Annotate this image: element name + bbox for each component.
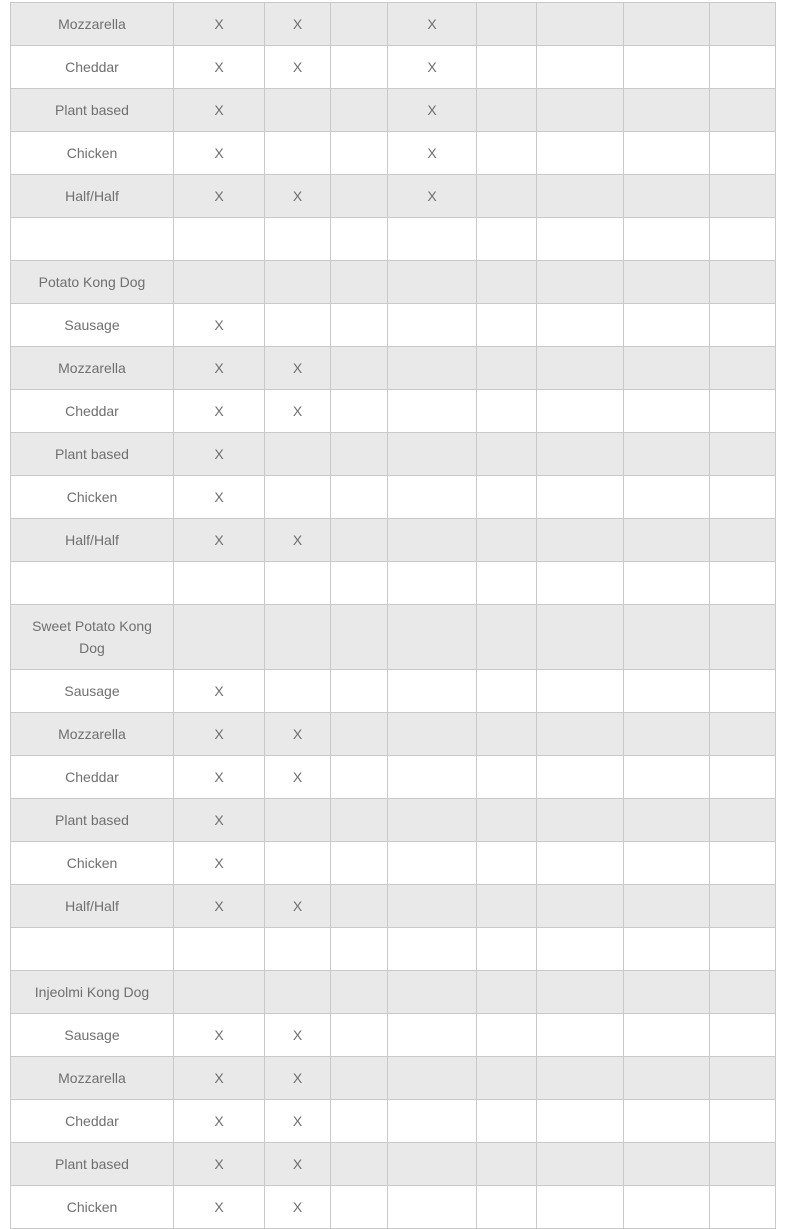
table-cell [265, 670, 331, 713]
table-cell: X [174, 46, 265, 89]
table-row [11, 218, 776, 261]
table-row [11, 605, 776, 670]
table-row [11, 1143, 776, 1186]
table-cell [710, 713, 776, 756]
table-cell [537, 885, 624, 928]
table-cell [477, 390, 537, 433]
table-cell [624, 476, 710, 519]
table-cell [477, 519, 537, 562]
table-row [11, 562, 776, 605]
table-cell [174, 562, 265, 605]
table-cell [624, 519, 710, 562]
table-cell: X [265, 1186, 331, 1229]
table-cell [537, 304, 624, 347]
table-cell [477, 433, 537, 476]
table-cell [388, 1143, 477, 1186]
table-cell [265, 562, 331, 605]
table-cell [477, 3, 537, 46]
row-label-cell: Half/Half [11, 885, 174, 928]
table-cell [388, 347, 477, 390]
table-row [11, 1014, 776, 1057]
table-cell [388, 885, 477, 928]
row-label-cell: Cheddar [11, 756, 174, 799]
table-cell: X [174, 132, 265, 175]
table-cell: X [174, 519, 265, 562]
row-label-cell: Mozzarella [11, 3, 174, 46]
table-row [11, 670, 776, 713]
table-cell: X [174, 670, 265, 713]
table-cell [624, 261, 710, 304]
table-row [11, 304, 776, 347]
table-cell [624, 885, 710, 928]
row-label-cell: Cheddar [11, 46, 174, 89]
row-label-cell: Sausage [11, 1014, 174, 1057]
table-cell [477, 562, 537, 605]
table-cell: X [265, 519, 331, 562]
table-cell [388, 713, 477, 756]
table-cell [710, 519, 776, 562]
row-label-cell: Sausage [11, 304, 174, 347]
table-cell [388, 1057, 477, 1100]
row-label-cell: Sausage [11, 670, 174, 713]
table-cell: X [174, 1186, 265, 1229]
table-cell [331, 1186, 388, 1229]
row-label-cell: Mozzarella [11, 713, 174, 756]
table-cell [624, 670, 710, 713]
table-cell [710, 1100, 776, 1143]
table-cell [537, 842, 624, 885]
table-cell [477, 46, 537, 89]
table-row [11, 842, 776, 885]
table-row [11, 3, 776, 46]
table-cell [624, 46, 710, 89]
row-label-cell: Potato Kong Dog [11, 261, 174, 304]
table-cell [331, 390, 388, 433]
table-cell [265, 89, 331, 132]
table-cell: X [388, 3, 477, 46]
table-cell: X [265, 347, 331, 390]
table-cell [624, 1057, 710, 1100]
table-cell [624, 1186, 710, 1229]
row-label-cell: Mozzarella [11, 347, 174, 390]
table-cell [331, 1100, 388, 1143]
table-cell [624, 799, 710, 842]
table-cell [477, 132, 537, 175]
table-cell [624, 89, 710, 132]
table-cell [624, 433, 710, 476]
table-cell [537, 605, 624, 670]
table-cell: X [265, 1143, 331, 1186]
row-label-cell: Chicken [11, 132, 174, 175]
row-label-cell: Cheddar [11, 390, 174, 433]
table-cell [537, 1100, 624, 1143]
table-cell [710, 3, 776, 46]
table-cell: X [174, 842, 265, 885]
table-cell [624, 562, 710, 605]
table-cell [477, 713, 537, 756]
table-cell [331, 799, 388, 842]
table-cell [477, 261, 537, 304]
table-cell [331, 971, 388, 1014]
table-cell [710, 1143, 776, 1186]
table-cell [477, 218, 537, 261]
table-cell [265, 842, 331, 885]
table-cell [710, 46, 776, 89]
table-cell [265, 928, 331, 971]
table-cell [537, 670, 624, 713]
table-cell [537, 519, 624, 562]
table-cell [710, 1186, 776, 1229]
table-cell: X [388, 175, 477, 218]
table-row [11, 347, 776, 390]
table-cell: X [174, 799, 265, 842]
table-cell [624, 347, 710, 390]
table-cell [710, 347, 776, 390]
table-cell [710, 670, 776, 713]
table-cell [331, 433, 388, 476]
table-cell [388, 756, 477, 799]
table-cell [537, 1143, 624, 1186]
table-row [11, 971, 776, 1014]
table-cell: X [265, 175, 331, 218]
table-cell [265, 433, 331, 476]
row-label-cell: Plant based [11, 799, 174, 842]
table-cell: X [174, 304, 265, 347]
table-cell [477, 1186, 537, 1229]
table-row [11, 519, 776, 562]
table-cell [624, 304, 710, 347]
row-label-cell: Chicken [11, 1186, 174, 1229]
table-cell [624, 971, 710, 1014]
table-row [11, 46, 776, 89]
table-cell [174, 971, 265, 1014]
table-cell [331, 304, 388, 347]
table-cell [537, 756, 624, 799]
table-cell [331, 713, 388, 756]
table-cell: X [265, 713, 331, 756]
table-cell: X [265, 1057, 331, 1100]
table-row [11, 885, 776, 928]
table-cell [710, 261, 776, 304]
table-cell: X [174, 390, 265, 433]
table-cell [537, 433, 624, 476]
table-row [11, 1186, 776, 1229]
table-cell [331, 605, 388, 670]
table-cell: X [174, 347, 265, 390]
table-cell [331, 519, 388, 562]
table-cell: X [265, 885, 331, 928]
table-cell [624, 605, 710, 670]
table-cell [537, 799, 624, 842]
table-body [11, 3, 776, 1229]
table-cell: X [174, 1100, 265, 1143]
table-cell [537, 347, 624, 390]
table-cell [388, 799, 477, 842]
table-cell: X [265, 756, 331, 799]
table-cell [537, 46, 624, 89]
table-cell: X [174, 1014, 265, 1057]
table-cell [388, 390, 477, 433]
table-cell [388, 562, 477, 605]
table-cell [537, 713, 624, 756]
row-label-cell: Half/Half [11, 175, 174, 218]
table-cell [710, 756, 776, 799]
table-cell [710, 971, 776, 1014]
table-row [11, 476, 776, 519]
table-cell [477, 476, 537, 519]
table-cell [331, 175, 388, 218]
table-cell [265, 476, 331, 519]
table-cell [537, 132, 624, 175]
table-cell: X [388, 132, 477, 175]
table-cell [477, 756, 537, 799]
table-cell [537, 175, 624, 218]
table-cell [265, 304, 331, 347]
table-cell [331, 3, 388, 46]
table-cell [331, 928, 388, 971]
row-label-cell: Sweet Potato Kong Dog [11, 605, 174, 670]
table-cell: X [265, 3, 331, 46]
table-cell [477, 1014, 537, 1057]
table-cell [710, 1014, 776, 1057]
table-cell [710, 476, 776, 519]
table-cell [331, 885, 388, 928]
table-cell [388, 433, 477, 476]
table-row [11, 1057, 776, 1100]
table-cell [331, 476, 388, 519]
table-cell [477, 928, 537, 971]
table-cell: X [174, 885, 265, 928]
row-label-cell: Half/Half [11, 519, 174, 562]
table-cell: X [388, 46, 477, 89]
table-cell: X [174, 175, 265, 218]
table-cell [265, 799, 331, 842]
table-cell [388, 1014, 477, 1057]
table-cell [477, 1143, 537, 1186]
table-cell [477, 842, 537, 885]
table-cell [537, 1057, 624, 1100]
table-cell [537, 390, 624, 433]
table-cell [537, 1014, 624, 1057]
table-cell [710, 132, 776, 175]
table-cell: X [174, 756, 265, 799]
table-cell [710, 928, 776, 971]
table-cell [388, 842, 477, 885]
table-cell [624, 175, 710, 218]
menu-options-table [10, 2, 776, 1229]
table-cell [477, 885, 537, 928]
table-cell [331, 261, 388, 304]
table-cell [331, 218, 388, 261]
table-cell [477, 175, 537, 218]
table-cell [537, 3, 624, 46]
table-cell: X [174, 433, 265, 476]
table-cell [331, 670, 388, 713]
table-cell [710, 885, 776, 928]
table-row [11, 713, 776, 756]
table-cell [388, 476, 477, 519]
table-cell [624, 1100, 710, 1143]
table-cell [537, 89, 624, 132]
table-cell [388, 971, 477, 1014]
table-cell [537, 261, 624, 304]
table-cell [537, 218, 624, 261]
row-label-cell: Chicken [11, 476, 174, 519]
table-cell [477, 347, 537, 390]
table-cell [624, 390, 710, 433]
row-label-cell [11, 562, 174, 605]
table-cell [477, 89, 537, 132]
table-cell: X [265, 1014, 331, 1057]
table-cell: X [265, 390, 331, 433]
table-cell: X [265, 1100, 331, 1143]
table-cell [710, 218, 776, 261]
table-cell [388, 1100, 477, 1143]
row-label-cell: Mozzarella [11, 1057, 174, 1100]
table-cell [388, 304, 477, 347]
table-cell [477, 971, 537, 1014]
table-row [11, 175, 776, 218]
table-cell [477, 605, 537, 670]
table-row [11, 89, 776, 132]
table-cell [388, 218, 477, 261]
table-cell [174, 605, 265, 670]
table-cell [331, 842, 388, 885]
table-row [11, 928, 776, 971]
table-cell [624, 713, 710, 756]
table-cell [624, 928, 710, 971]
table-row [11, 261, 776, 304]
table-cell [331, 1143, 388, 1186]
table-cell [477, 799, 537, 842]
table-cell [388, 670, 477, 713]
row-label-cell: Chicken [11, 842, 174, 885]
table-row [11, 799, 776, 842]
table-cell [710, 89, 776, 132]
table-cell [537, 971, 624, 1014]
table-cell [265, 971, 331, 1014]
row-label-cell [11, 218, 174, 261]
row-label-cell: Plant based [11, 1143, 174, 1186]
table-cell [710, 304, 776, 347]
table-cell [388, 605, 477, 670]
table-cell [710, 433, 776, 476]
table-cell [710, 799, 776, 842]
row-label-cell [11, 928, 174, 971]
table-cell [624, 756, 710, 799]
table-cell [537, 476, 624, 519]
table-cell [624, 132, 710, 175]
table-cell [388, 1186, 477, 1229]
row-label-cell: Plant based [11, 433, 174, 476]
table-cell [710, 562, 776, 605]
table-cell [331, 347, 388, 390]
table-row [11, 756, 776, 799]
table-cell [537, 928, 624, 971]
table-cell [710, 175, 776, 218]
table-cell [174, 218, 265, 261]
table-cell [710, 842, 776, 885]
table-cell [710, 605, 776, 670]
table-cell [265, 132, 331, 175]
table-cell [331, 756, 388, 799]
table-cell [174, 928, 265, 971]
table-cell: X [388, 89, 477, 132]
table-row [11, 433, 776, 476]
table-cell [331, 1057, 388, 1100]
table-cell [710, 1057, 776, 1100]
table-cell: X [265, 46, 331, 89]
table-wrapper [10, 2, 775, 1229]
table-cell [388, 519, 477, 562]
table-cell [174, 261, 265, 304]
table-cell [331, 46, 388, 89]
table-cell [624, 218, 710, 261]
table-cell [331, 132, 388, 175]
table-cell [477, 670, 537, 713]
table-cell: X [174, 3, 265, 46]
row-label-cell: Injeolmi Kong Dog [11, 971, 174, 1014]
table-cell [624, 3, 710, 46]
table-cell [477, 304, 537, 347]
table-cell [477, 1100, 537, 1143]
table-cell: X [174, 713, 265, 756]
table-row [11, 132, 776, 175]
table-cell [388, 261, 477, 304]
table-cell: X [174, 89, 265, 132]
row-label-cell: Plant based [11, 89, 174, 132]
table-cell: X [174, 476, 265, 519]
table-cell: X [174, 1143, 265, 1186]
table-cell [624, 1143, 710, 1186]
table-row [11, 1100, 776, 1143]
table-cell [331, 89, 388, 132]
table-cell: X [174, 1057, 265, 1100]
row-label-cell: Cheddar [11, 1100, 174, 1143]
table-cell [265, 218, 331, 261]
table-cell [537, 1186, 624, 1229]
table-row [11, 390, 776, 433]
table-cell [331, 1014, 388, 1057]
table-cell [331, 562, 388, 605]
table-cell [710, 390, 776, 433]
table-cell [388, 928, 477, 971]
table-cell [624, 842, 710, 885]
table-cell [477, 1057, 537, 1100]
table-cell [265, 261, 331, 304]
table-cell [537, 562, 624, 605]
table-cell [265, 605, 331, 670]
table-cell [624, 1014, 710, 1057]
